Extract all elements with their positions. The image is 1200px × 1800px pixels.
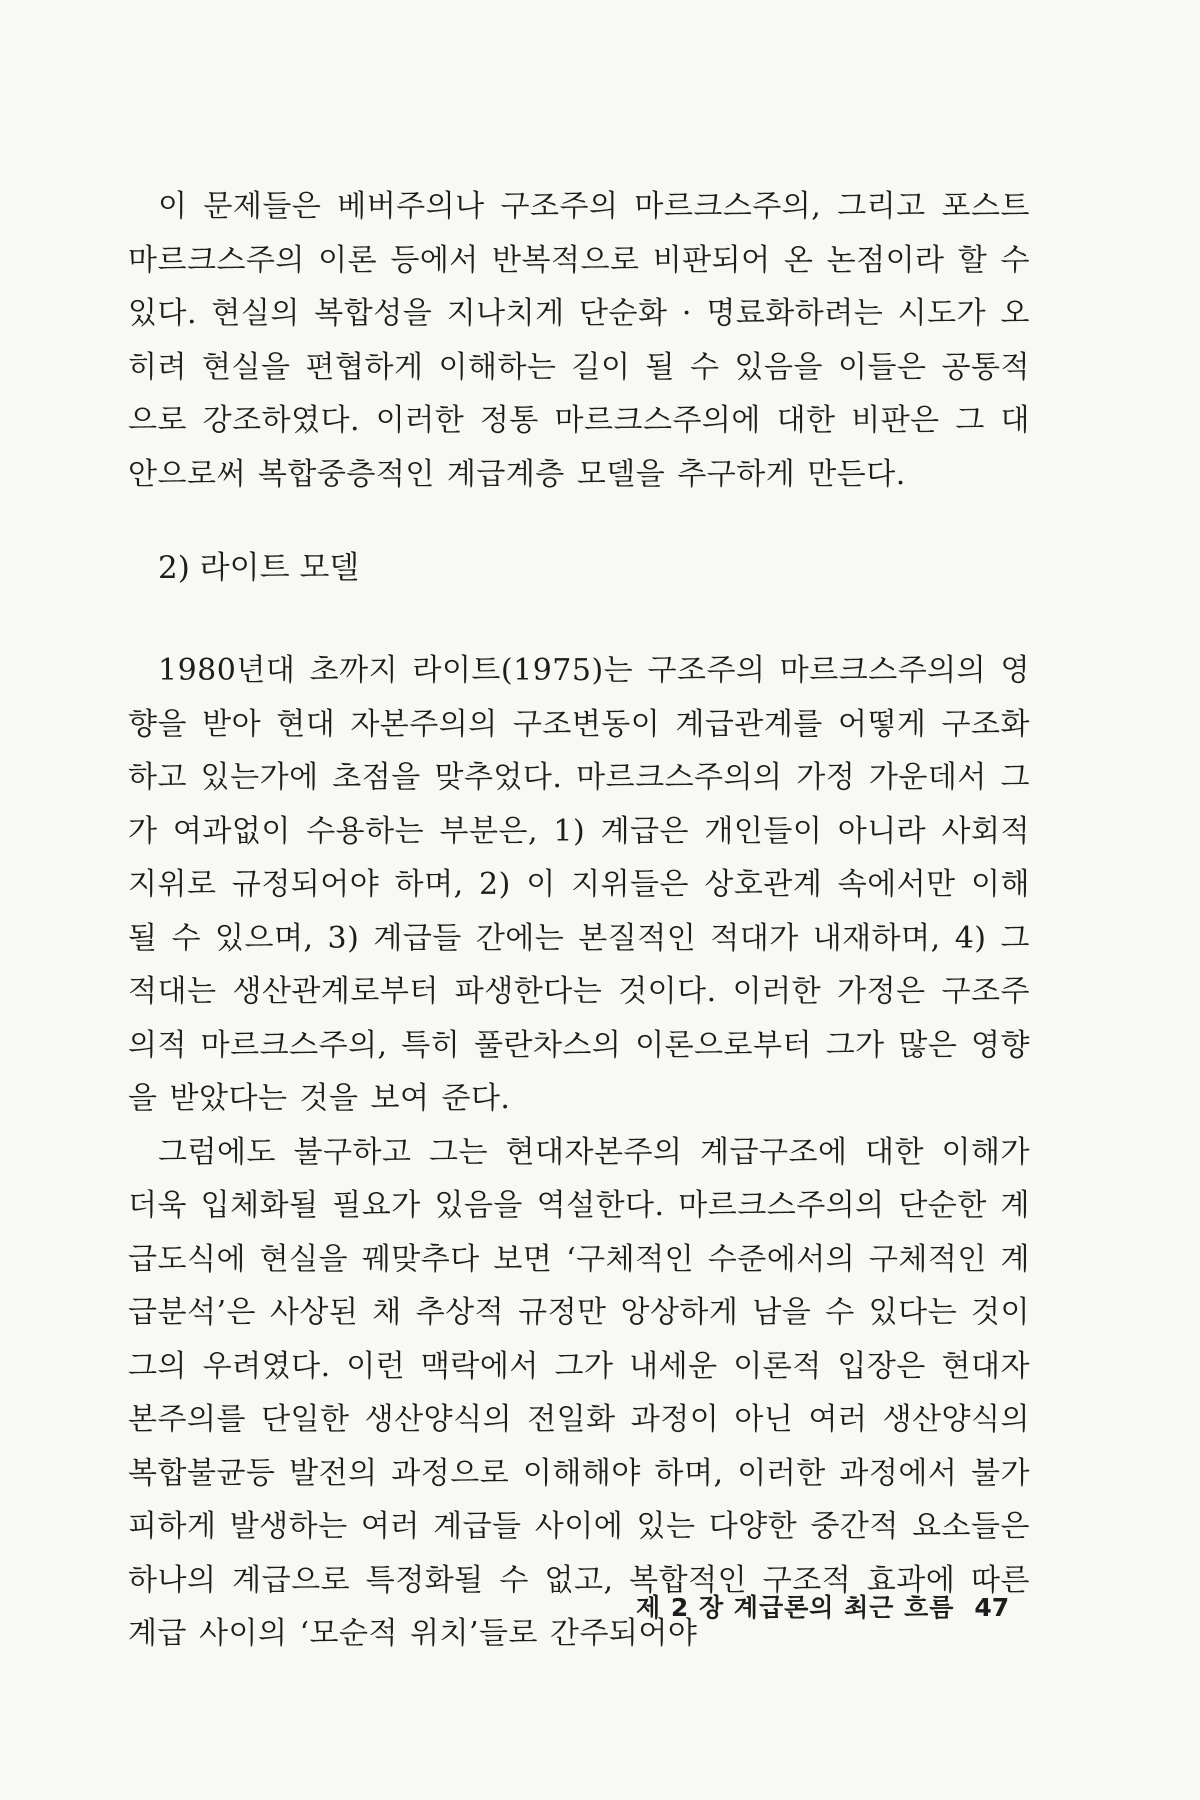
body-paragraph-2: 그럼에도 불구하고 그는 현대자본주의 계급구조에 대한 이해가 더욱 입체화될 필요가 있음을 역설한다. 마르크스주의의 단순한 계급도식에 현실을 꿰맞추다 보면 ‘구체적인 수준에서의 구체적인 계급분석’은 사상된 채 추상적 규정만 앙상하게 남을 수 있다는 것이 그의 우려였다. 이런 맥락에서 그가 내세운 이론적 입장은 현대자본주의를 단일한 생산양식의 전일화 과정이 아닌 여러 생산양식의 복합불균등 발전의 과정으로 이해해야 하며, 이러한 과정에서 불가피하게 발생하는 여러 계급들 사이에 있는 다양한 중간적 요소들은 하나의 계급으로 특정화될 수 없고, 복합적인 구조적 효과에 따른 계급 사이의 ‘모순적 위치’들로 간주되어야 <box>128 1134 1030 1651</box>
body-section <box>128 644 1030 1661</box>
page-number: 47 <box>974 1593 1010 1622</box>
intro-section <box>128 180 1030 501</box>
chapter-title: 제 2 장 계급론의 최근 흐름 <box>636 1593 955 1622</box>
page-footer <box>636 1592 1036 1624</box>
intro-paragraph: 이 문제들은 베버주의나 구조주의 마르크스주의, 그리고 포스트 마르크스주의 이론 등에서 반복적으로 비판되어 온 논점이라 할 수 있다. 현실의 복합성을 지나치게 단순화 · 명료화하려는 시도가 오히려 현실을 편협하게 이해하는 길이 될 수 있음을 이들은 공통적으로 강조하였다. 이러한 정통 마르크스주의에 대한 비판은 그 대안으로써 복합중층적인 계급계층 모델을 추구하게 만든다. <box>128 189 1030 492</box>
body-paragraph-1: 1980년대 초까지 라이트(1975)는 구조주의 마르크스주의의 영향을 받아 현대 자본주의의 구조변동이 계급관계를 어떻게 구조화하고 있는가에 초점을 맞추었다. 마르크스주의의 가정 가운데서 그가 여과없이 수용하는 부분은, 1) 계급은 개인들이 아니라 사회적 지위로 규정되어야 하며, 2) 이 지위들은 상호관계 속에서만 이해될 수 있으며, 3) 계급들 간에는 본질적인 적대가 내재하며, 4) 그 적대는 생산관계로부터 파생한다는 것이다. 이러한 가정은 구조주의적 마르크스주의, 특히 풀란차스의 이론으로부터 그가 많은 영향을 받았다는 것을 보여 준다. <box>128 653 1030 1116</box>
section-heading: 2) 라이트 모델 <box>158 550 360 586</box>
